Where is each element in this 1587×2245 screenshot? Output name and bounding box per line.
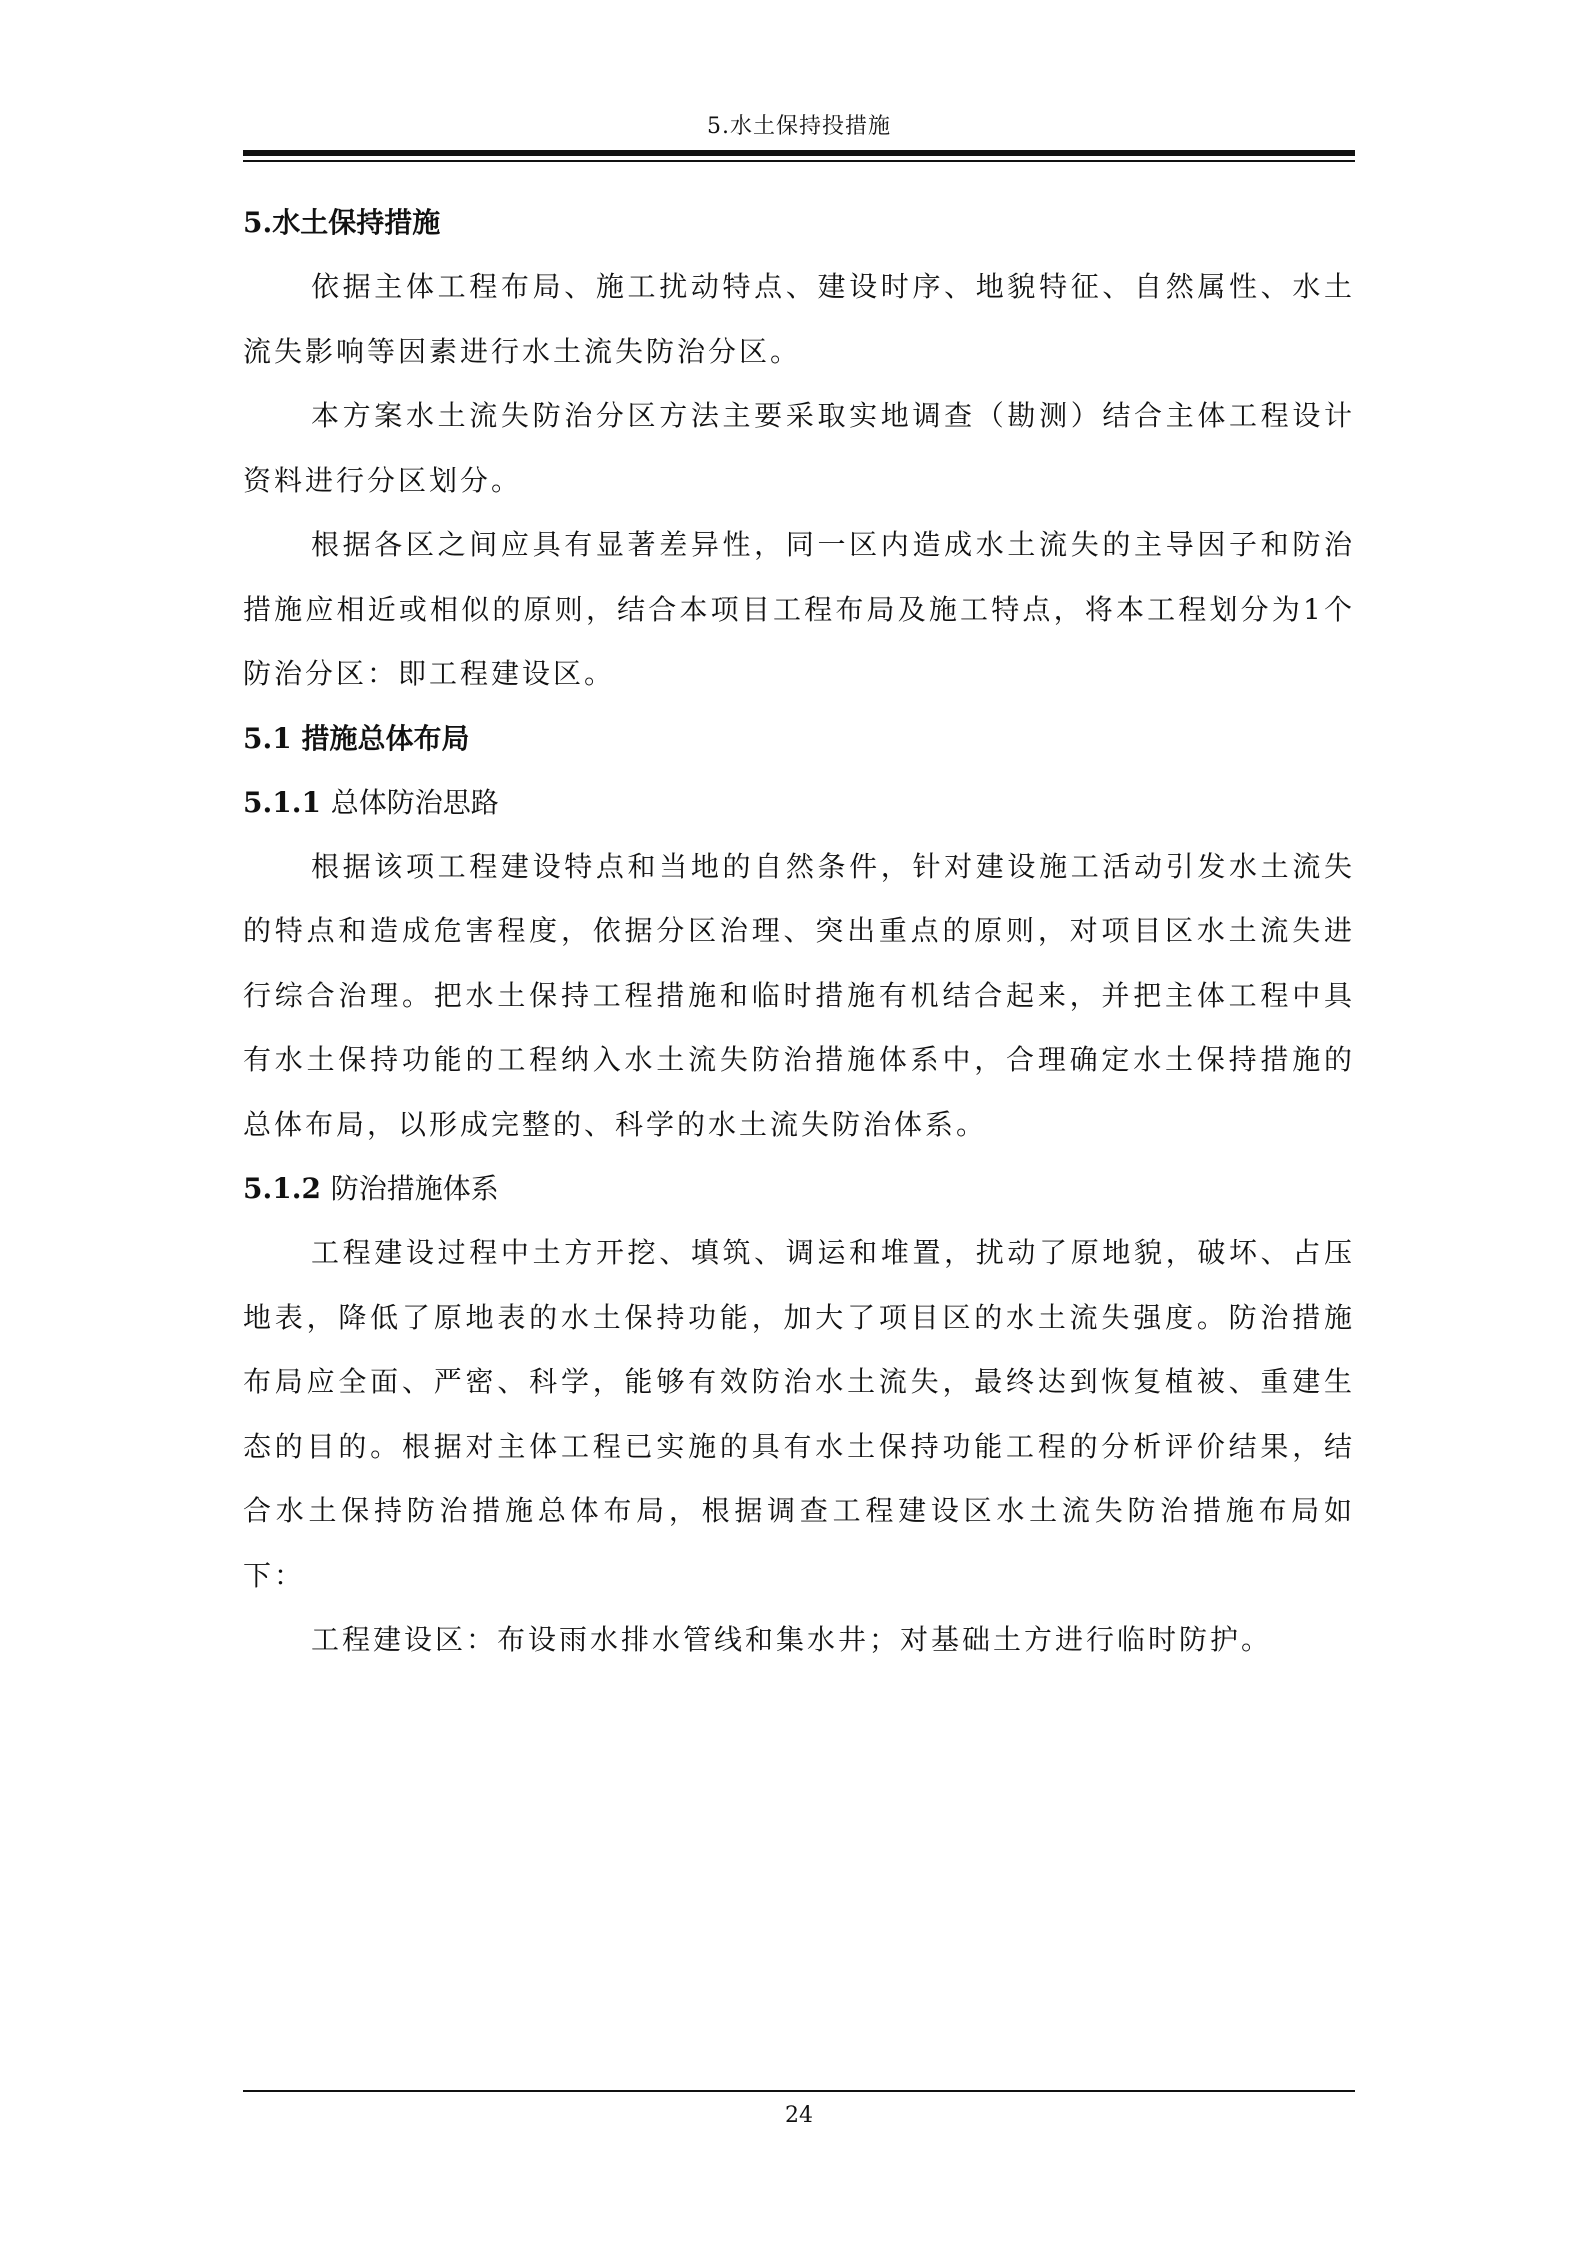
paragraph-measure-system: 工程建设过程中土方开挖、填筑、调运和堆置，扰动了原地貌，破坏、占压地表，降低了原地表的水土保持功能，加大了项目区的水土流失强度。防治措施布局应全面、严密、科学，能够有效防治水土流失，最终达到恢复植被、重建生态的目的。根据对主体工程已实施的具有水土保持功能工程的分析评价结果，结合水土保持防治措施总体布局，根据调查工程建设区水土流失防治措施布局如下： — [243, 1236, 1355, 1592]
paragraph-partition-method: 本方案水土流失防治分区方法主要采取实地调查（勘测）结合主体工程设计资料进行分区划分。 — [243, 399, 1355, 497]
section-heading-5: 5.水土保持措施 — [243, 206, 441, 239]
paragraph-partition-basis: 依据主体工程布局、施工扰动特点、建设时序、地貌特征、自然属性、水土流失影响等因素进行水土流失防治分区。 — [243, 270, 1355, 368]
paragraph-partition-result: 根据各区之间应具有显著差异性，同一区内造成水土流失的主导因子和防治措施应相近或相似的原则，结合本项目工程布局及施工特点，将本工程划分为1个防治分区：即工程建设区。 — [243, 528, 1355, 690]
section-heading-5-1: 5.1 措施总体布局 — [243, 721, 470, 755]
header-rule-thick — [243, 150, 1355, 156]
section-title: 防治措施体系 — [330, 1172, 499, 1205]
paragraph-overall-approach: 根据该项工程建设特点和当地的自然条件，针对建设施工活动引发水土流失的特点和造成危害程度，依据分区治理、突出重点的原则，对项目区水土流失进行综合治理。把水土保持工程措施和临时措施有机结合起来，并把主体工程中具有水土保持功能的工程纳入水土流失防治措施体系中，合理确定水土保持措施的总体布局，以形成完整的、科学的水土流失防治体系。 — [243, 849, 1355, 1141]
page-content — [243, 191, 1355, 1673]
section-heading-5-1-2 — [243, 1157, 1355, 1221]
section-title: 总体防治思路 — [330, 785, 499, 819]
paragraph-construction-zone: 工程建设区：布设雨水排水管线和集水井；对基础土方进行临时防护。 — [311, 1623, 1273, 1656]
section-number: 5.1.1 — [243, 785, 321, 819]
footer-rule — [243, 2090, 1355, 2092]
page-number: 24 — [785, 2103, 813, 2128]
section-number: 5.1.2 — [243, 1172, 321, 1205]
section-heading-5-1-1 — [243, 771, 1355, 835]
header-rule-thin — [243, 160, 1355, 162]
running-header: 5.水土保持投措施 — [707, 114, 891, 139]
